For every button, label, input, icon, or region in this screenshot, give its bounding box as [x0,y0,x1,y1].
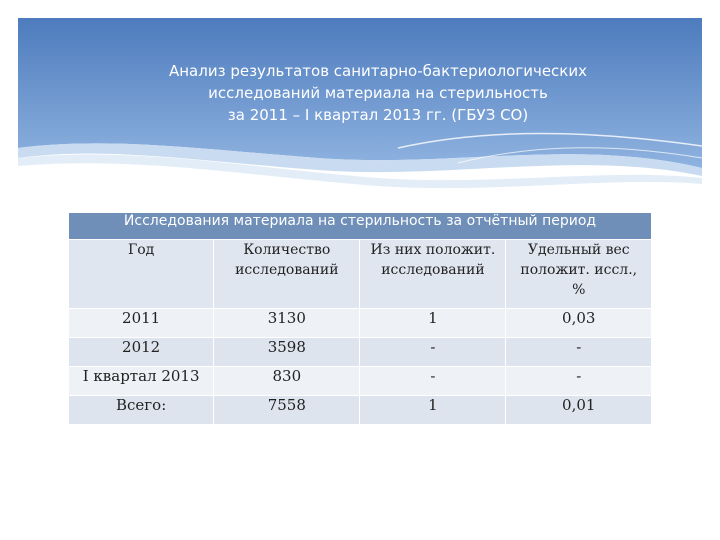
cell-count: 7558 [214,396,360,425]
cell-share: 0,03 [506,309,652,338]
header-band [18,18,702,198]
cell-share: 0,01 [506,396,652,425]
column-header-share [506,240,652,309]
table-row [69,367,652,396]
cell-count: 3598 [214,338,360,367]
header-line: исследований [235,262,339,278]
cell-year: 2012 [69,338,214,367]
cell-share: - [506,367,652,396]
table-caption-row [69,213,652,240]
cell-share: - [506,338,652,367]
header-line: исследований [381,262,485,278]
table-caption: Исследования материала на стерильность за отчётный период [69,213,652,240]
slide-title [78,60,678,126]
title-line-3: за 2011 – I квартал 2013 гг. (ГБУЗ СО) [227,106,529,124]
cell-year: 2011 [69,309,214,338]
cell-year: Всего: [69,396,214,425]
header-line: Количество [243,242,331,258]
column-header-count [214,240,360,309]
header-line: % [572,282,586,298]
cell-positive: - [360,338,506,367]
header-line: положит. иссл., [520,262,638,278]
sterility-table [68,212,652,425]
cell-count: 830 [214,367,360,396]
column-header-year [69,240,214,309]
cell-positive: 1 [360,396,506,425]
title-line-2: исследований материала на стерильность [208,84,548,102]
header-line: Год [127,242,155,258]
column-header-row [69,240,652,309]
table-row [69,338,652,367]
header-line: Удельный вес [527,242,630,258]
cell-count: 3130 [214,309,360,338]
cell-year: I квартал 2013 [69,367,214,396]
header-line: Из них положит. [370,242,496,258]
column-header-positive [360,240,506,309]
table-row [69,396,652,425]
cell-positive: - [360,367,506,396]
cell-positive: 1 [360,309,506,338]
table-row [69,309,652,338]
title-line-1: Анализ результатов санитарно-бактериологических [168,62,587,80]
